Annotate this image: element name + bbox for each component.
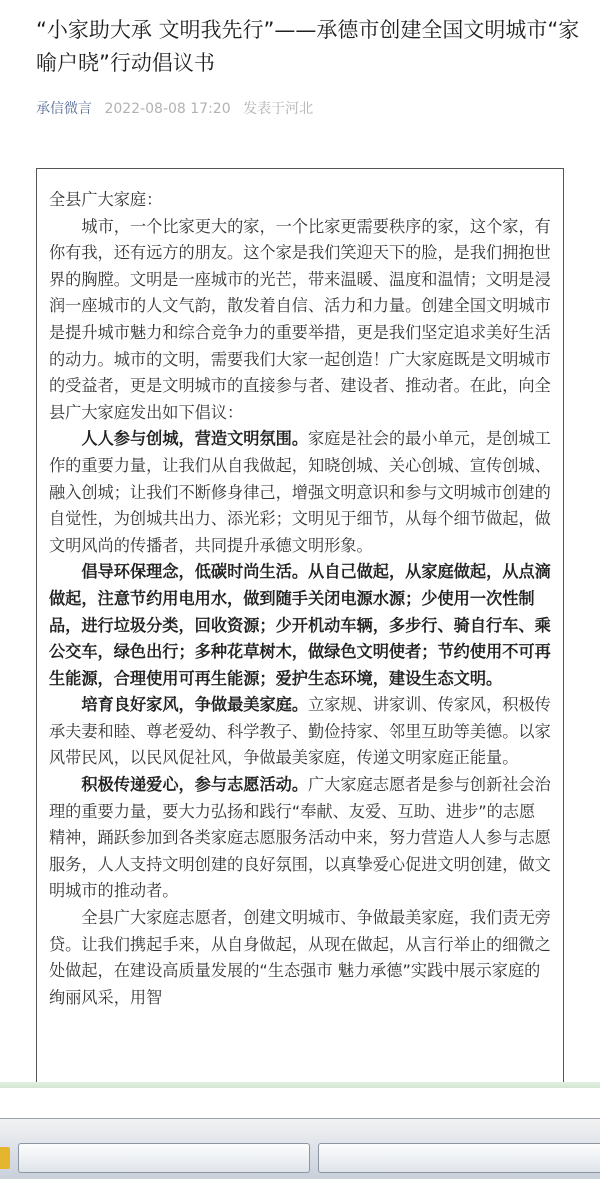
start-button[interactable] xyxy=(0,1147,10,1169)
taskbar xyxy=(0,1118,600,1179)
article-content-box xyxy=(36,168,564,1110)
proposal-heading: 培育良好家风，争做最美家庭。 xyxy=(81,695,309,715)
window-bottom-area xyxy=(0,1088,600,1118)
salutation: 全县广大家庭： xyxy=(49,190,163,209)
proposal-heading: 积极传递爱心，参与志愿活动。 xyxy=(81,775,309,795)
account-name-link[interactable]: 承信微言 xyxy=(36,101,92,117)
taskbar-window-button[interactable] xyxy=(318,1143,600,1173)
proposal-heading: 人人参与创城，营造文明氛围。 xyxy=(81,429,309,449)
closing-paragraph: 全县广大家庭志愿者，创建文明城市、争做最美家庭，我们责无旁贷。让我们携起手来，从自身做起，从现在做起，从言行举止的细微之处做起，在建设高质量发展的“生态强市 魅力承德”实践中展示家庭的绚丽风采，用智 xyxy=(49,908,551,1007)
taskbar-window-button[interactable] xyxy=(18,1143,310,1173)
proposal-text: 立家规、讲家训、传家风，积极传承夫妻和睦、尊老爱幼、科学教子、勤俭持家、邻里互助等美德。以家风带民风，以民风促社风，争做最美家庭，传递文明家庭正能量。 xyxy=(49,695,551,768)
proposal-heading: 倡导环保理念，低碳时尚生活。 xyxy=(81,562,309,582)
article-meta xyxy=(36,98,313,120)
proposal-paragraph xyxy=(49,692,551,772)
proposal-paragraph xyxy=(49,426,551,559)
proposal-text: 广大家庭志愿者是参与创新社会治理的重要力量，要大力弘扬和践行“奉献、友爱、互助、进步”的志愿精神，踊跃参加到各类家庭志愿服务活动中来，努力营造人人参与志愿服务，人人支持文明创建的良好氛围，以真挚爱心促进文明创建，做文明城市的推动者。 xyxy=(49,775,551,901)
intro-paragraph: 城市，一个比家更大的家，一个比家更需要秩序的家，这个家，有你有我，还有远方的朋友。这个家是我们笑迎天下的脸，是我们拥抱世界的胸膛。文明是一座城市的光芒，带来温暖、温度和温情；文明是浸润一座城市的人文气韵，散发着自信、活力和力量。创建全国文明城市是提升城市魅力和综合竞争力的重要举措，更是我们坚定追求美好生活的动力。城市的文明，需要我们大家一起创造！广大家庭既是文明城市的受益者，更是文明城市的直接参与者、建设者、推动者。在此，向全县广大家庭发出如下倡议： xyxy=(49,216,551,422)
proposal-paragraph xyxy=(49,559,551,692)
proposal-paragraph xyxy=(49,772,551,905)
article-title: “小家助大承 文明我先行”——承德市创建全国文明城市“家喻户晓”行动倡议书 xyxy=(36,18,580,75)
proposal-text: 家庭是社会的最小单元，是创城工作的重要力量，让我们从自我做起，知晓创城、关心创城、宣传创城、融入创城；让我们不断修身律己，增强文明意识和参与文明城市创建的自觉性，为创城共出力、添光彩；文明见于细节，从每个细节做起，做文明风尚的传播者，共同提升承德文明形象。 xyxy=(49,429,551,555)
article-body xyxy=(37,169,563,1011)
publish-location: 发表于河北 xyxy=(243,101,314,117)
proposal-text: 从自己做起，从家庭做起，从点滴做起，注意节约用电用水，做到随手关闭电源水源；少使用一次性制品，进行垃圾分类，回收资源；少开机动车辆，多步行、骑自行车、乘公交车，绿色出行；多种花草树木，做绿色文明使者；节约使用不可再生能源，合理使用可再生能源；爱护生态环境，建设生态文明。 xyxy=(49,562,551,688)
publish-time: 2022-08-08 17:20 xyxy=(104,101,231,117)
